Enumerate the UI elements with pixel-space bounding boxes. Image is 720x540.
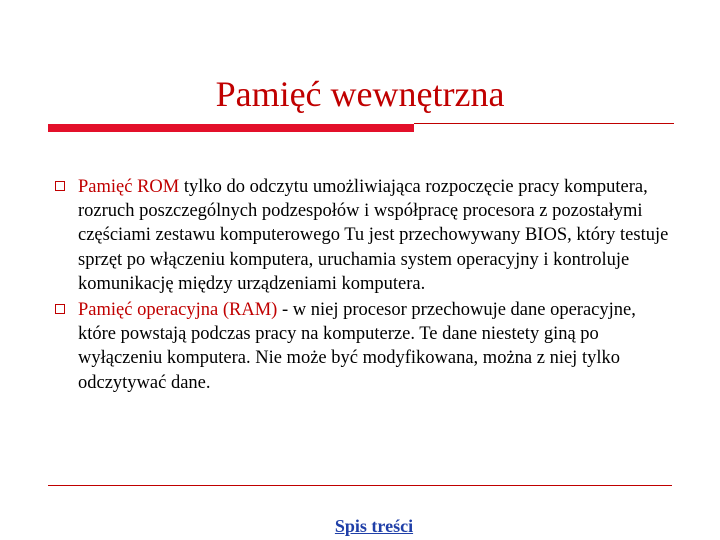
bullet-list <box>55 175 675 397</box>
title-underline-thin <box>414 123 674 124</box>
bullet-rom-text: tylko do odczytu umożliwiająca rozpoczęcie pracy komputera, rozruch poszczególnych podzespołów i współpracę procesora z pozostałymi częściami zestawu komputerowego Tu jest przechowywany BIOS, który testuje sprzęt po włączeniu komputera, uruchamia system operacyjny i kontroluje komunikację między urządzeniami komputera. <box>78 177 669 294</box>
bullet-ram-text-after: procesor przechowuje dane operacyjne, które powstają podczas pracy na komputerze. Te dane niestety giną po wyłączeniu komputera. Nie może być modyfikowana, można z niej tylko odczytywać dane. <box>78 300 636 393</box>
slide-title-text: Pamięć wewnętrzna <box>215 74 505 114</box>
table-of-contents-link[interactable] <box>0 515 720 537</box>
bullet-ram <box>55 298 675 395</box>
slide-title <box>0 72 720 116</box>
bullet-rom-term: Pamięć ROM <box>78 177 180 197</box>
square-bullet-icon <box>55 181 65 191</box>
square-bullet-icon <box>55 304 65 314</box>
bullet-ram-text-before: - w niej <box>277 300 344 321</box>
bullet-ram-term: Pamięć operacyjna (RAM) <box>78 300 278 321</box>
bullet-rom <box>55 175 675 296</box>
title-underline-thick <box>48 124 414 132</box>
table-of-contents-link-text[interactable]: Spis treści <box>334 516 414 536</box>
footer-divider <box>48 485 672 486</box>
